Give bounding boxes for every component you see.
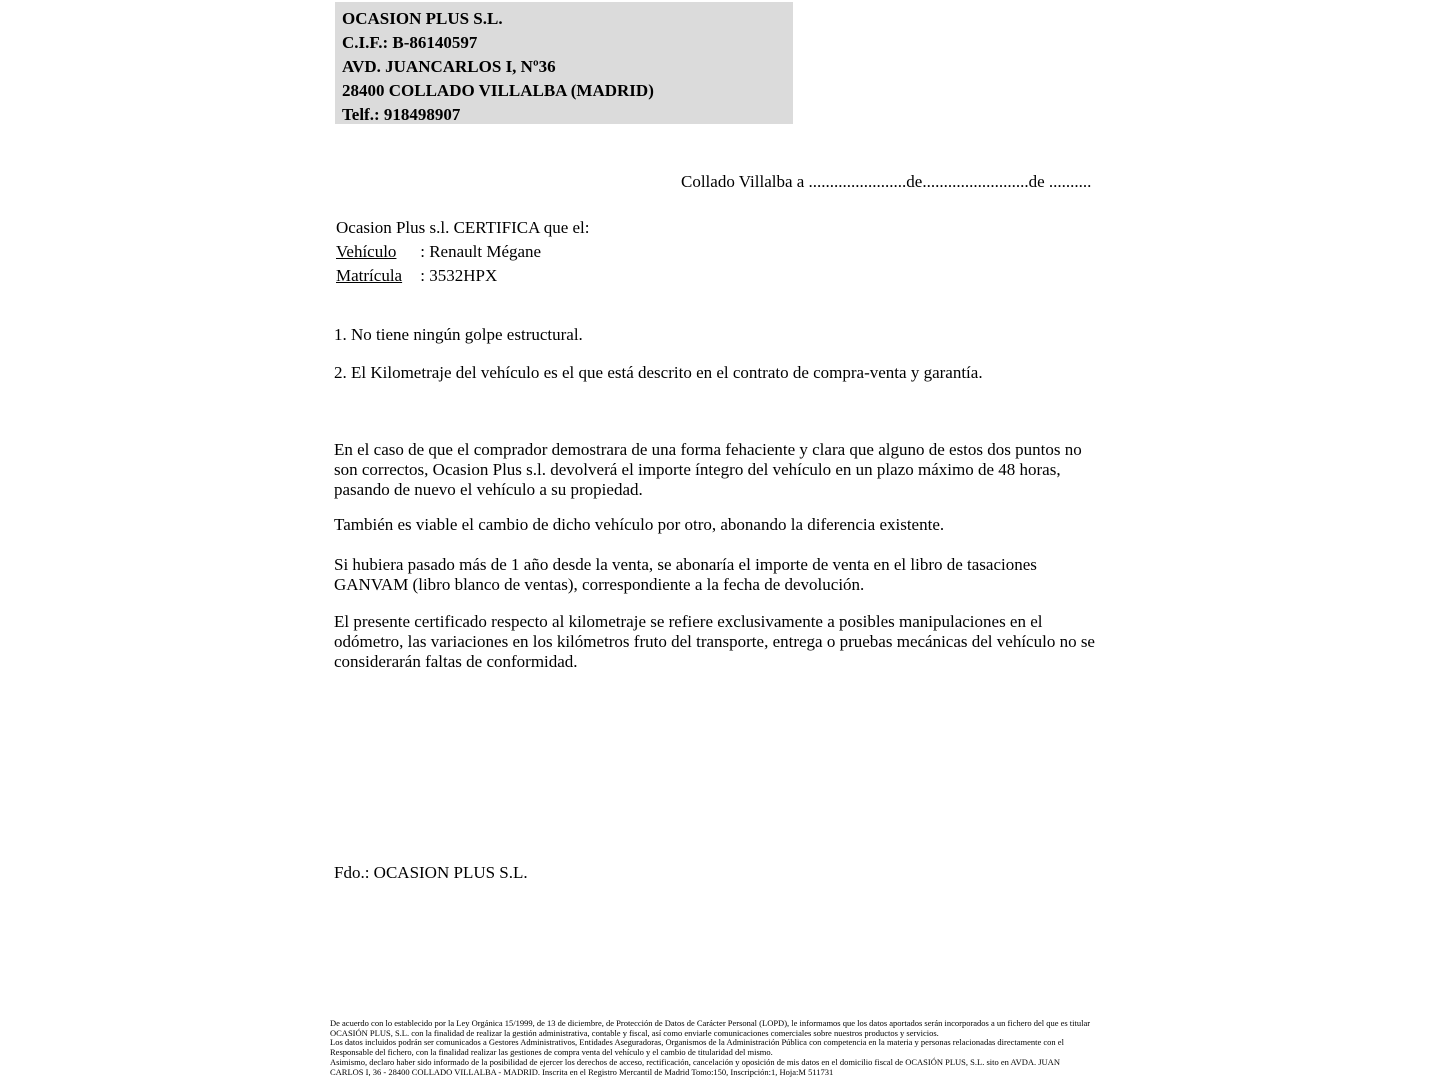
- paragraph-exchange-option: También es viable el cambio de dicho vehículo por otro, abonando la diferencia existente.: [334, 515, 945, 534]
- legal-line-4: Responsable del fichero, con la finalidad realizar las gestiones de compra venta del vehículo y el cambio de titularidad del mismo.: [330, 1047, 773, 1058]
- signature-line: Fdo.: OCASION PLUS S.L.: [334, 863, 528, 882]
- company-cif: C.I.F.: B-86140597: [342, 33, 478, 52]
- legal-line-1: De acuerdo con lo establecido por la Ley Orgánica 15/1999, de 13 de diciembre, de Protección de Datos de Carácter Personal (LOPD), le informamos que los datos aportados serán incorporados a un fichero del que es titular: [330, 1018, 1091, 1028]
- legal-line-5: Asimismo, declaro haber sido informado de la posibilidad de ejercer los derechos de acceso, rectificación, cancelación y oposición de mis datos en el domicilio fiscal de OCASIÓN PLUS, S.L. sito en AVDA. JUAN: [330, 1056, 1060, 1067]
- company-city: 28400 COLLADO VILLALBA (MADRID): [342, 81, 654, 100]
- paragraph-refund-terms: En el caso de que el comprador demostrara de una forma fehaciente y clara que alguno de estos dos puntos no son correctos, Ocasion Plus s.l. devolverá el importe íntegro del vehículo en un plazo máximo de 48 horas, pasando de nuevo el vehículo a su propiedad.: [334, 440, 1082, 499]
- paragraph-odometer-disclaimer: El presente certificado respecto al kilometraje se refiere exclusivamente a posibles manipulaciones en el odómetro, las variaciones en los kilómetros fruto del transporte, entrega o pruebas mecánicas del vehículo no se considerarán faltas de conformidad.: [334, 612, 1095, 671]
- certifies-intro: Ocasion Plus s.l. CERTIFICA que el:: [336, 218, 590, 237]
- plate-label: Matrícula: [336, 266, 403, 285]
- vehicle-row: [336, 240, 590, 264]
- plate-row: [336, 264, 590, 288]
- legal-line-2: OCASIÓN PLUS, S.L. con la finalidad de realizar la gestión administrativa, contable y fiscal, así como enviarle comunicaciones comerciales sobre nuestros productos y servicios.: [330, 1027, 939, 1038]
- condition-point-2: 2. El Kilometraje del vehículo es el que está descrito en el contrato de compra-venta y garantía.: [334, 363, 983, 382]
- date-line: Collado Villalba a .......................de.........................de ..........: [681, 172, 1092, 191]
- condition-point-1: 1. No tiene ningún golpe estructural.: [334, 325, 583, 344]
- vehicle-label: Vehículo: [336, 242, 397, 261]
- legal-fine-print: [330, 1019, 1090, 1077]
- certification-block: [336, 216, 590, 288]
- vehicle-value: : Renault Mégane: [420, 242, 542, 261]
- company-phone: Telf.: 918498907: [342, 105, 461, 124]
- legal-line-3: Los datos incluidos podrán ser comunicados a Gestores Administrativos, Entidades Aseguradoras, Organismos de la Administración Pública con competencia en la materia y personas relacionadas directamente con el: [330, 1037, 1064, 1048]
- company-header-box: [335, 2, 793, 124]
- plate-value: : 3532HPX: [420, 266, 498, 285]
- company-address: AVD. JUANCARLOS I, Nº36: [342, 57, 556, 76]
- paragraph-one-year-clause: Si hubiera pasado más de 1 año desde la venta, se abonaría el importe de venta en el libro de tasaciones GANVAM (libro blanco de ventas), correspondiente a la fecha de devolución.: [334, 555, 1037, 594]
- legal-line-6: CARLOS I, 36 - 28400 COLLADO VILLALBA - MADRID. Inscrita en el Registro Mercantil de Madrid Tomo:150, Inscripción:1, Hoja:M 511731: [330, 1066, 834, 1077]
- company-name: OCASION PLUS S.L.: [342, 9, 503, 28]
